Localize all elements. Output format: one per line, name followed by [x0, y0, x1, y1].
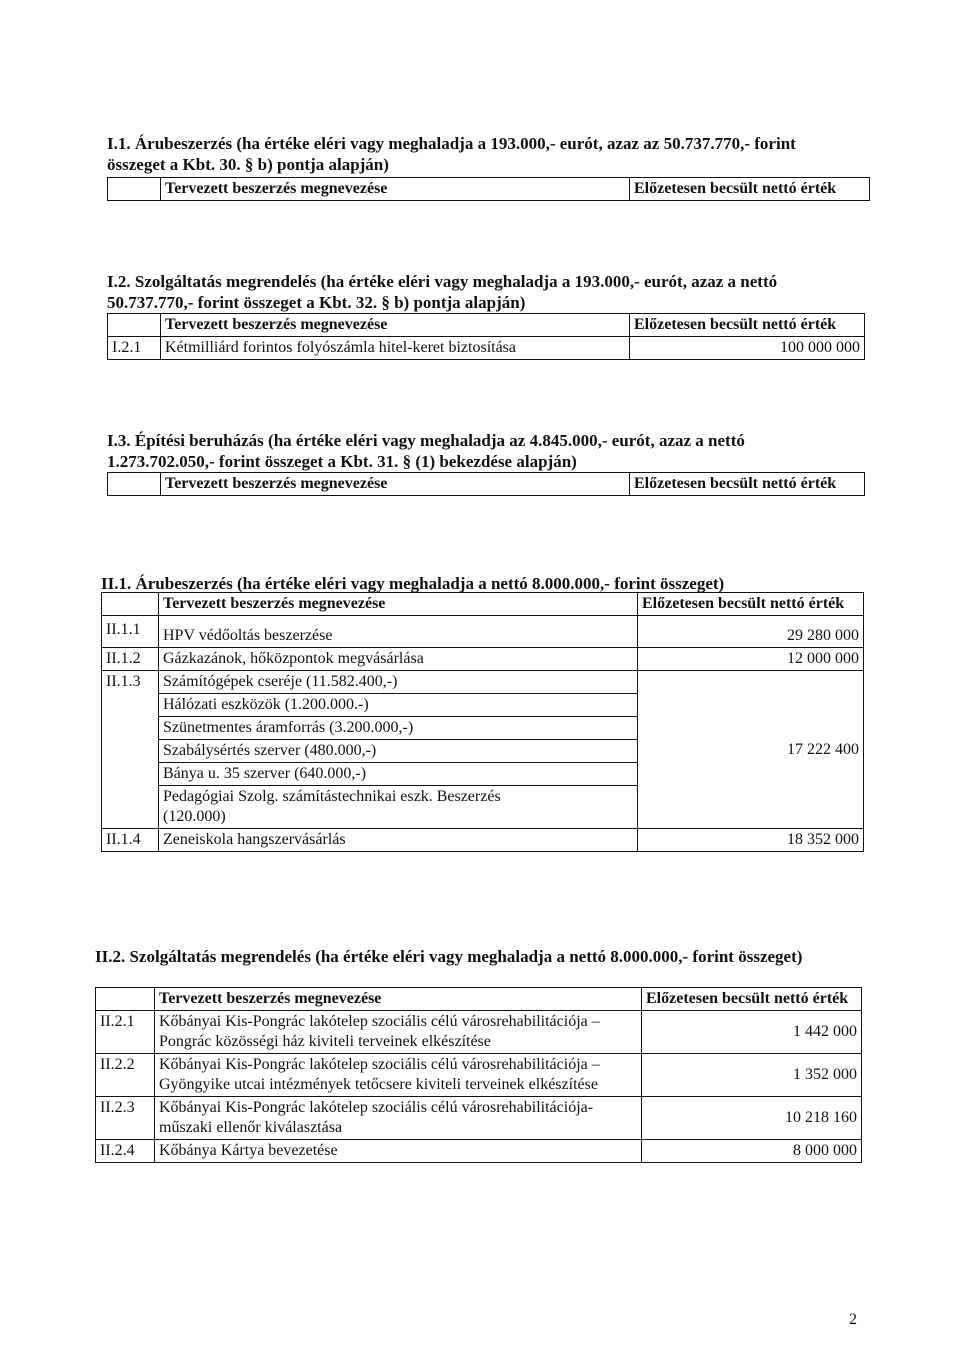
- sub-item: Szünetmentes áramforrás (3.200.000,-): [159, 717, 638, 740]
- section-title-ii1: II.1. Árubeszerzés (ha értéke eléri vagy meghaladja a nettó 8.000.000,- forint összeget): [101, 574, 725, 593]
- section-title-i3: I.3. Építési beruházás (ha értéke eléri vagy meghaladja az 4.845.000,- eurót, azaz a nettó 1.273.702.050,- forint összeget a Kbt. 31. § (1) bekezdése alapján): [107, 431, 745, 471]
- sub-item: Pedagógiai Szolg. számítástechnikai eszk. Beszerzés (120.000): [159, 786, 638, 829]
- row-name: Kőbányai Kis-Pongrác lakótelep szociális célú városrehabilitációja – Pongrác közösségi ház kiviteli terveinek elkészítése: [155, 1011, 642, 1054]
- code-header: [108, 178, 161, 201]
- row-code: II.1.1: [102, 616, 159, 648]
- code-header: [108, 473, 161, 496]
- sub-item: Bánya u. 35 szerver (640.000,-): [159, 763, 638, 786]
- row-code: II.2.1: [96, 1011, 155, 1054]
- table-i3: [107, 472, 865, 496]
- table-row: [96, 1054, 862, 1097]
- name-header: Tervezett beszerzés megnevezése: [161, 178, 630, 201]
- table-header-row: [108, 473, 865, 496]
- table-header-row: [108, 314, 865, 337]
- table-row: [108, 337, 865, 360]
- section-title-i1: I.1. Árubeszerzés (ha értéke eléri vagy meghaladja a 193.000,- eurót, azaz az 50.737.770,- forint összeget a Kbt. 30. § b) pontja alapján): [107, 134, 796, 174]
- row-name: HPV védőoltás beszerzése: [159, 616, 638, 648]
- table-ii1: [101, 592, 864, 852]
- sub-item: Hálózati eszközök (1.200.000.-): [159, 694, 638, 717]
- table-header-row: [96, 988, 862, 1011]
- value-header: Előzetesen becsült nettó érték: [642, 988, 862, 1011]
- row-code: II.1.3: [102, 671, 159, 829]
- name-header: Tervezett beszerzés megnevezése: [161, 314, 630, 337]
- row-name: Kőbányai Kis-Pongrác lakótelep szociális célú városrehabilitációja – Gyöngyike utcai intézmények tetőcsere kiviteli terveinek elkészítése: [155, 1054, 642, 1097]
- row-value: 1 442 000: [642, 1011, 862, 1054]
- row-value: 1 352 000: [642, 1054, 862, 1097]
- value-header: Előzetesen becsült nettó érték: [630, 314, 865, 337]
- code-header: [102, 593, 159, 616]
- table-row: [96, 1140, 862, 1163]
- row-value: 10 218 160: [642, 1097, 862, 1140]
- page-number: 2: [849, 1311, 857, 1328]
- row-name: Gázkazánok, hőközpontok megvásárlása: [159, 648, 638, 671]
- table-i2: [107, 313, 865, 360]
- table-row: [102, 616, 864, 648]
- section-title-ii2: II.2. Szolgáltatás megrendelés (ha értéke eléri vagy meghaladja a nettó 8.000.000,- forint összeget): [95, 947, 803, 966]
- table-header-row: [102, 593, 864, 616]
- value-header: Előzetesen becsült nettó érték: [638, 593, 864, 616]
- row-value: 8 000 000: [642, 1140, 862, 1163]
- table-row: [102, 829, 864, 852]
- code-header: [96, 988, 155, 1011]
- row-value: 100 000 000: [630, 337, 865, 360]
- name-header: Tervezett beszerzés megnevezése: [161, 473, 630, 496]
- table-header-row: [108, 178, 870, 201]
- row-value: 18 352 000: [638, 829, 864, 852]
- value-header: Előzetesen becsült nettó érték: [630, 178, 870, 201]
- row-name: Kőbányai Kis-Pongrác lakótelep szociális célú városrehabilitációja- műszaki ellenőr kiválasztása: [155, 1097, 642, 1140]
- section-title-i2: I.2. Szolgáltatás megrendelés (ha értéke eléri vagy meghaladja a 193.000,- eurót, azaz a nettó 50.737.770,- forint összeget a Kbt. 32. § b) pontja alapján): [107, 272, 778, 312]
- table-row: [102, 671, 864, 694]
- sub-item: Szabálysértés szerver (480.000,-): [159, 740, 638, 763]
- row-code: II.2.4: [96, 1140, 155, 1163]
- row-value: 17 222 400: [638, 671, 864, 829]
- table-i1: [107, 177, 870, 201]
- sub-item: Számítógépek cseréje (11.582.400,-): [159, 671, 638, 694]
- row-value: 29 280 000: [638, 616, 864, 648]
- row-code: II.1.2: [102, 648, 159, 671]
- value-header: Előzetesen becsült nettó érték: [630, 473, 865, 496]
- table-ii2: [95, 987, 862, 1163]
- row-code: II.2.2: [96, 1054, 155, 1097]
- row-name: Kőbánya Kártya bevezetése: [155, 1140, 642, 1163]
- row-code: II.2.3: [96, 1097, 155, 1140]
- table-row: [96, 1011, 862, 1054]
- row-code: I.2.1: [108, 337, 161, 360]
- row-name: Zeneiskola hangszervásárlás: [159, 829, 638, 852]
- row-name: Kétmilliárd forintos folyószámla hitel-keret biztosítása: [161, 337, 630, 360]
- row-code: II.1.4: [102, 829, 159, 852]
- table-row: [102, 648, 864, 671]
- row-value: 12 000 000: [638, 648, 864, 671]
- table-row: [96, 1097, 862, 1140]
- name-header: Tervezett beszerzés megnevezése: [155, 988, 642, 1011]
- code-header: [108, 314, 161, 337]
- name-header: Tervezett beszerzés megnevezése: [159, 593, 638, 616]
